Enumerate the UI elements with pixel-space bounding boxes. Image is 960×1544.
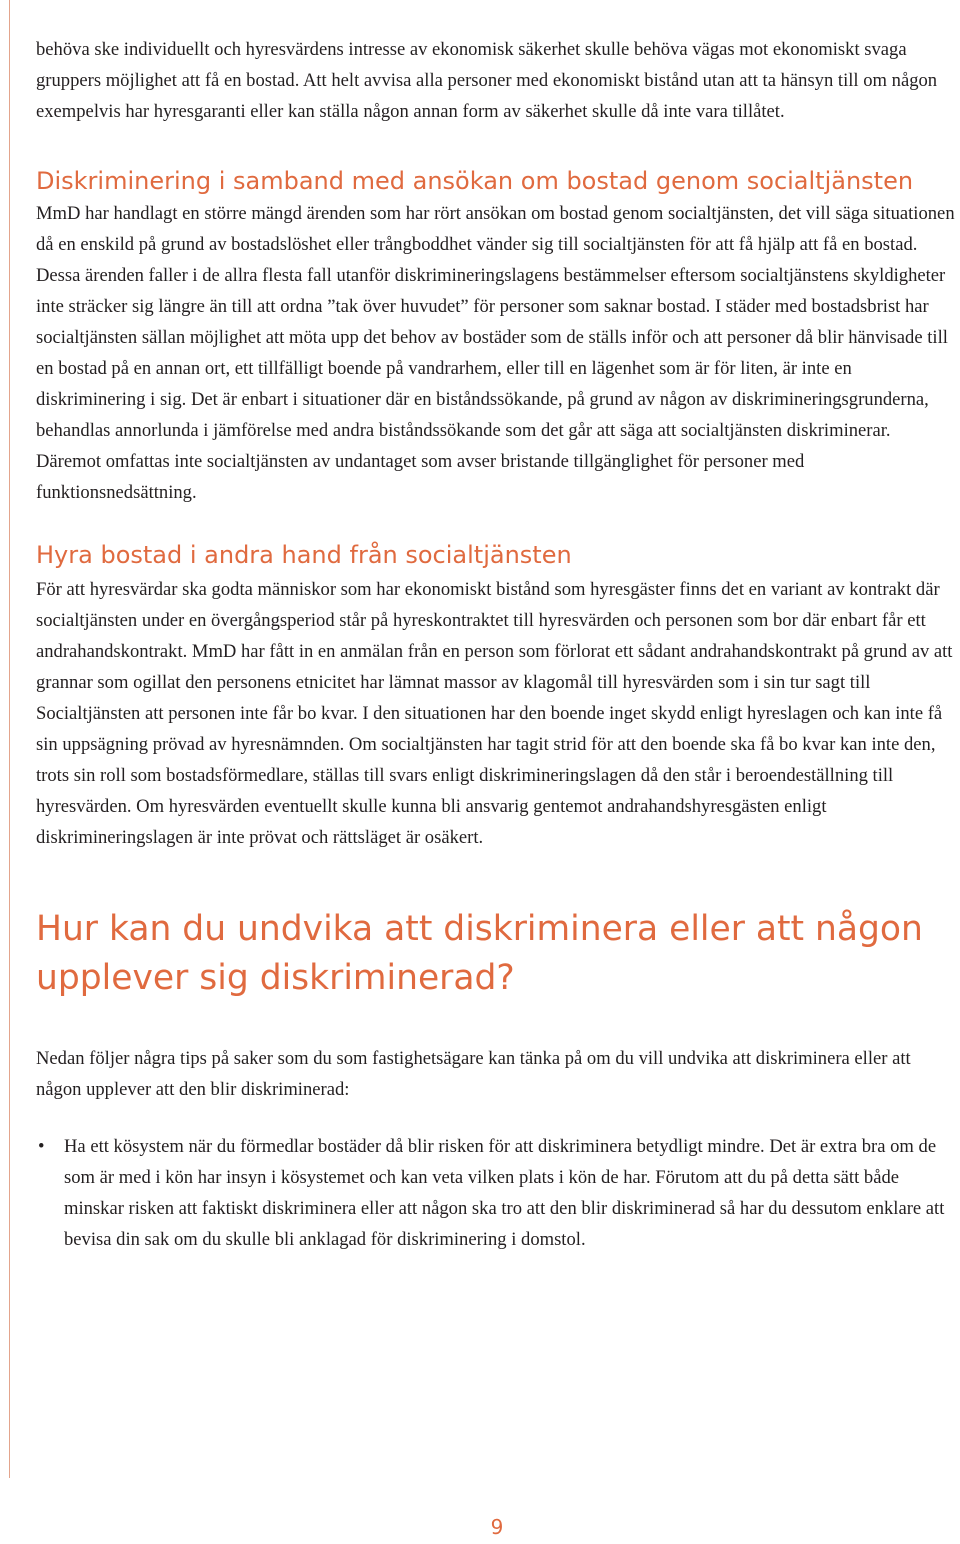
section-body-andra-hand: För att hyresvärdar ska godta människor som har ekonomiskt bistånd som hyresgäster finns det en variant av kontrakt där socialtjänsten under en övergångsperiod står på hyreskontraktet till hyresvärden och personen som bor där enbart får ett andrahandskontrakt. MmD har fått in en anmälan från en person som förlorat ett sådant andrahandskontrakt på grund av att grannar som ogillat den personens etnicitet har lämnat massor av klagomål till hyresvärden som i sin tur sagt till Socialtjänsten att personen inte får bo kvar. I den situationen har den boende inget skydd enligt hyreslagen och kan inte få sin uppsägning prövad av hyresnämnden. Om socialtjänsten har tagit strid för att den boende ska få bo kvar kan inte den, trots sin roll som bostadsförmedlare, ställas till svars enligt diskrimineringslagen då den står i beroendeställning till hyresvärden. Om hyresvärden eventuellt skulle kunna bli ansvarig gentemot andrahandshyresgästen enligt diskrimineringslagen är inte prövat och rättsläget är osäkert. xyxy=(36,579,953,848)
section-heading-socialtjansten-ansokan: Diskriminering i samband med ansökan om bostad genom socialtjänsten xyxy=(36,167,914,195)
page-content xyxy=(36,34,960,1255)
tips-intro-paragraph: Nedan följer några tips på saker som du som fastighetsägare kan tänka på om du vill undvika att diskriminera eller att någon upplever att den blir diskriminerad: xyxy=(36,1048,911,1100)
main-heading-line2: upplever sig diskriminerad? xyxy=(36,958,515,998)
list-item-text: Ha ett kösystem när du förmedlar bostäder då blir risken för att diskriminera betydligt mindre. Det är extra bra om de som är med i kön har insyn i kösystemet och kan veta vilken plats i kön de har. Förutom att du på detta sätt både minskar risken att faktiskt diskriminera eller att någon ska tro att den blir diskriminerad så har du dessutom enklare att bevisa din sak om du skulle bli anklagad för diskriminering i domstol. xyxy=(64,1136,945,1250)
list-item xyxy=(36,1131,960,1255)
bullet-icon: • xyxy=(38,1136,45,1157)
section-body-socialtjansten-ansokan: MmD har handlagt en större mängd ärenden som har rört ansökan om bostad genom socialtjänsten, det vill säga situationen då en enskild på grund av bostadslöshet eller trångboddhet vänder sig till socialtjänsten för att få hjälp att få en bostad. Dessa ärenden faller i de allra flesta fall utanför diskrimineringslagens bestämmelser eftersom socialtjänstens skyldigheter inte sträcker sig längre än till att ordna ”tak över huvudet” för personer som saknar bostad. I städer med bostadsbrist har socialtjänsten sällan möjlighet att möta upp det behov av bostäder som de ställs inför och att personer då blir hänvisade till en bostad på en annan ort, ett tillfälligt boende på vandrarhem, eller till en lägenhet som är för liten, är inte en diskriminering i sig. Det är enbart i situationer där en biståndssökande, på grund av någon av diskrimineringsgrunderna, behandlas annorlunda i jämförelse med andra biståndssökande som det går att säga att socialtjänsten diskriminerar. Däremot omfattas inte socialtjänsten av undantaget som avser bristande tillgänglighet för personer med funktionsnedsättning. xyxy=(36,203,955,503)
intro-paragraph: behöva ske individuellt och hyresvärdens intresse av ekonomisk säkerhet skulle behöva vägas mot ekonomiskt svaga gruppers möjlighet att få en bostad. Att helt avvisa alla personer med ekonomiskt bistånd utan att ta hänsyn till om någon exempelvis har hyresgaranti eller kan ställa någon annan form av säkerhet skulle då inte vara tillåtet. xyxy=(36,39,938,122)
margin-rule xyxy=(9,0,10,1478)
tips-list xyxy=(36,1131,960,1255)
page-number: 9 xyxy=(490,1515,504,1539)
section-heading-andra-hand: Hyra bostad i andra hand från socialtjänsten xyxy=(36,541,572,569)
main-heading xyxy=(36,905,960,1003)
main-heading-line1: Hur kan du undvika att diskriminera eller att någon xyxy=(36,909,923,949)
